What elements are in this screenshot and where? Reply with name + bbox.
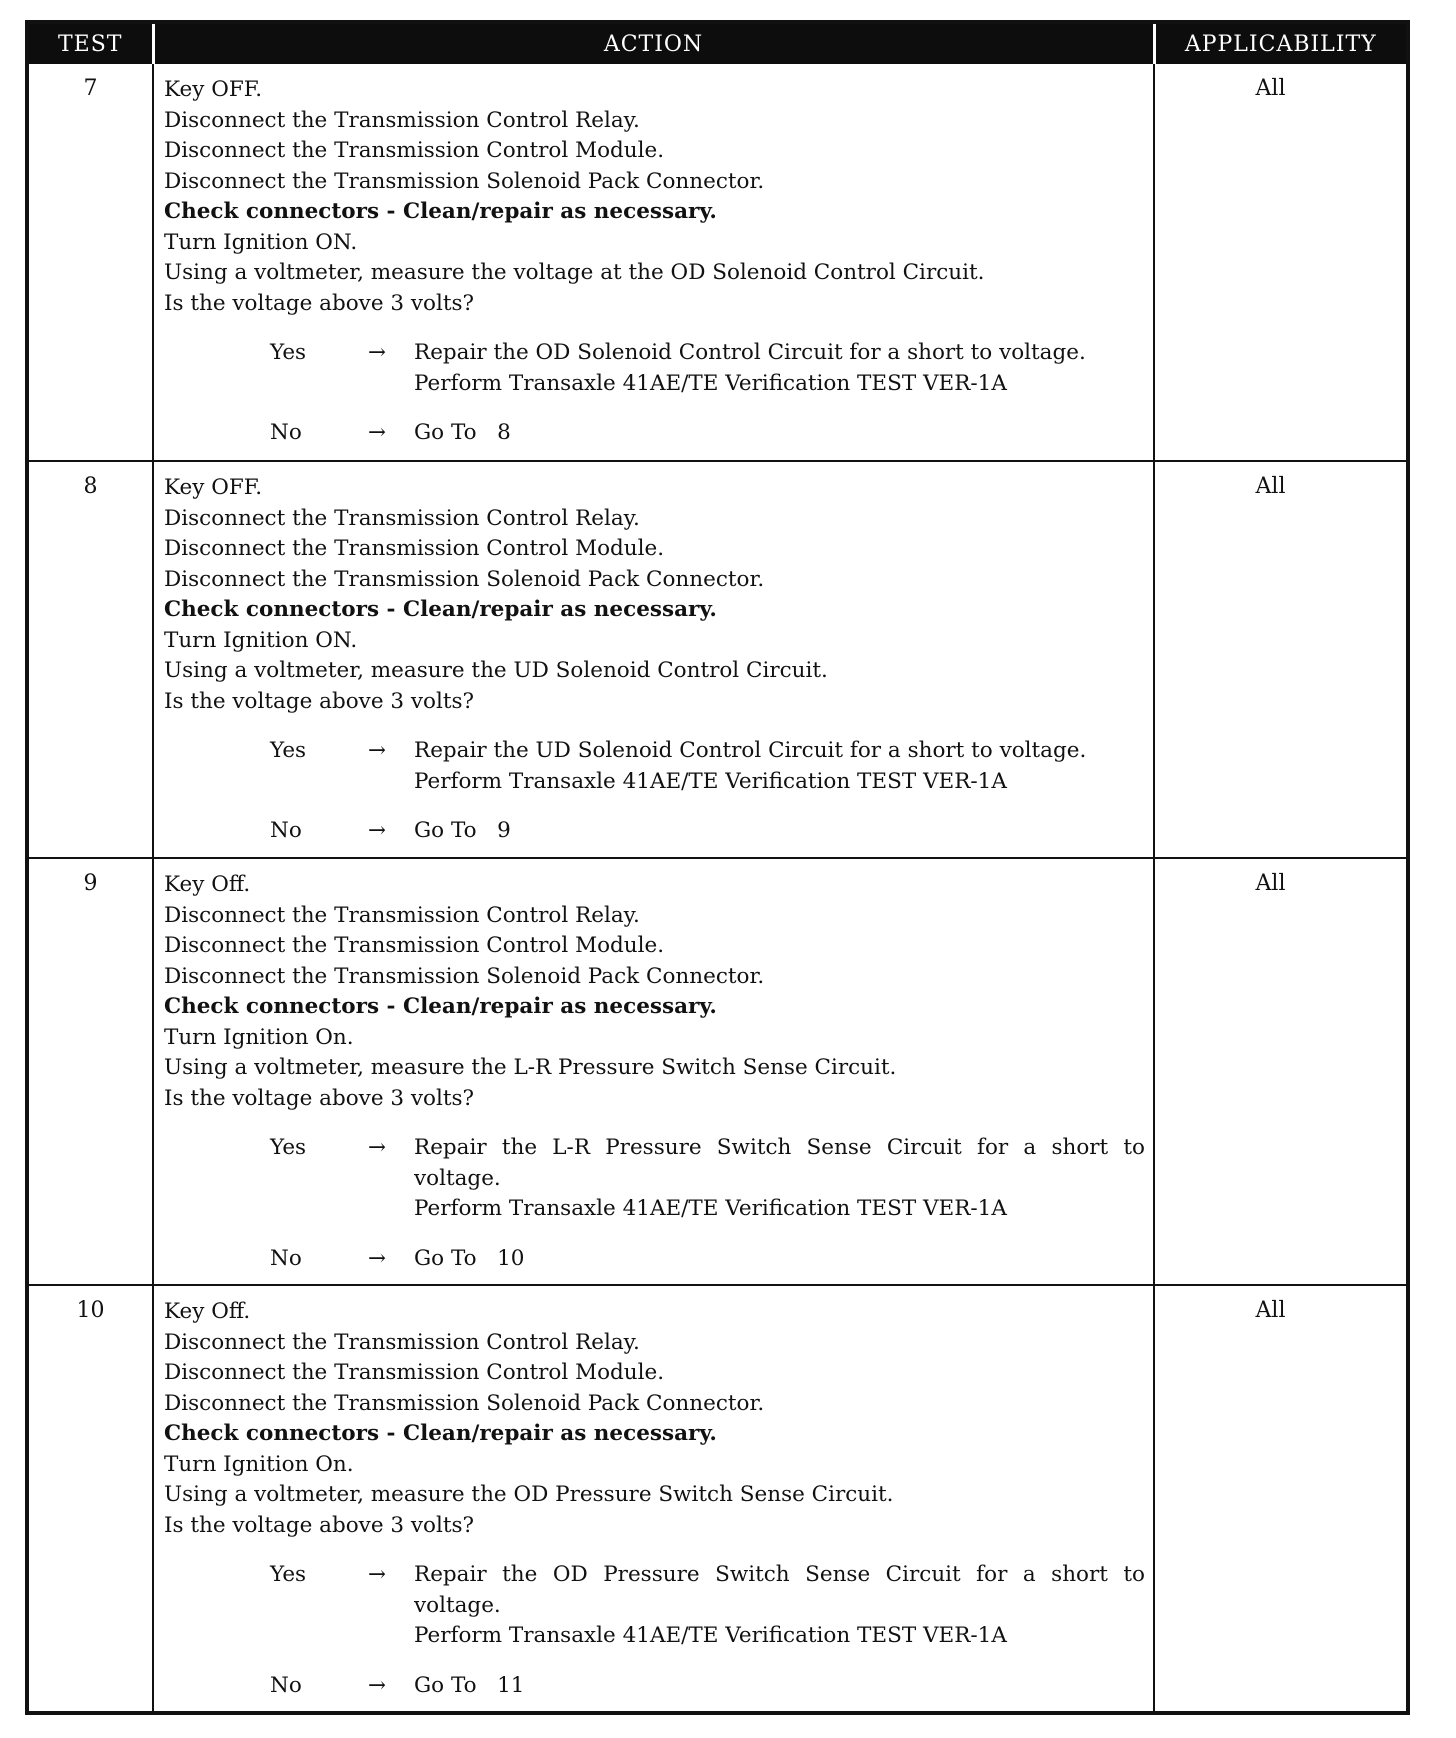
no-label: No [270, 818, 302, 843]
yes-result-line: voltage. [414, 1592, 501, 1618]
action-step: Using a voltmeter, measure the UD Solenoid Control Circuit. [164, 658, 828, 683]
no-label: No [270, 420, 302, 445]
no-branch [270, 1244, 1145, 1275]
action-step: Turn Ignition On. [164, 1024, 354, 1050]
action-step: Key OFF. [164, 77, 263, 102]
test-applicability: All [1154, 64, 1406, 461]
test-number: 7 [83, 76, 98, 101]
yes-result-line: voltage. [414, 1165, 501, 1191]
table-row [29, 858, 1406, 1285]
action-step: Disconnect the Transmission Solenoid Pack Connector. [164, 1390, 765, 1416]
check-connectors-step: Check connectors - Clean/repair as necessary. [164, 994, 717, 1019]
header-action: ACTION [153, 24, 1154, 64]
action-step: Is the voltage above 3 volts? [164, 688, 475, 714]
yes-branch [270, 338, 1145, 399]
right-arrow-icon: → [368, 1135, 387, 1160]
check-connectors-step: Check connectors - Clean/repair as necessary. [164, 1421, 717, 1446]
action-step: Using a voltmeter, measure the L-R Pressure Switch Sense Circuit. [164, 1055, 897, 1080]
check-connectors-step: Check connectors - Clean/repair as necessary. [164, 199, 717, 224]
yes-result-line: Perform Transaxle 41AE/TE Verification TEST VER-1A [414, 768, 1007, 794]
yes-result [414, 1560, 1145, 1652]
right-arrow-icon: → [368, 340, 387, 365]
yes-label: Yes [270, 340, 307, 365]
no-label: No [270, 1245, 302, 1271]
diagnostic-test-table [29, 24, 1406, 1713]
action-step: Is the voltage above 3 volts? [164, 290, 475, 316]
yes-result-line: Perform Transaxle 41AE/TE Verification TEST VER-1A [414, 370, 1007, 396]
table-row [29, 461, 1406, 858]
action-step: Disconnect the Transmission Solenoid Pack Connector. [164, 963, 765, 989]
yes-result-line: Repair the OD Solenoid Control Circuit for a short to voltage. [414, 340, 1086, 365]
right-arrow-icon: → [368, 818, 387, 843]
test-applicability: All [1154, 858, 1406, 1285]
action-step: Is the voltage above 3 volts? [164, 1085, 475, 1111]
yes-label: Yes [270, 738, 307, 763]
test-number: 10 [29, 1285, 153, 1713]
action-step: Disconnect the Transmission Control Module. [164, 536, 665, 561]
test-action [153, 461, 1154, 858]
right-arrow-icon: → [368, 1672, 387, 1698]
no-branch [270, 1671, 1145, 1702]
action-step: Turn Ignition ON. [164, 229, 358, 255]
test-action [153, 1285, 1154, 1713]
yes-result [414, 736, 1145, 797]
yes-result-line: Repair the L-R Pressure Switch Sense Circuit for a short to [414, 1135, 1145, 1160]
header-applicability: APPLICABILITY [1154, 24, 1406, 64]
action-step: Turn Ignition ON. [164, 627, 358, 653]
no-branch [270, 816, 1145, 847]
action-step: Key Off. [164, 1299, 251, 1324]
action-step: Disconnect the Transmission Solenoid Pack Connector. [164, 168, 765, 194]
right-arrow-icon: → [368, 738, 387, 763]
action-step: Key Off. [164, 872, 251, 897]
header-test: TEST [29, 24, 153, 64]
action-step: Disconnect the Transmission Control Relay. [164, 1329, 640, 1355]
table-header [29, 24, 1406, 64]
test-action [153, 64, 1154, 461]
yes-result [414, 338, 1145, 399]
right-arrow-icon: → [368, 1562, 387, 1587]
test-number: 9 [29, 858, 153, 1285]
right-arrow-icon: → [368, 1245, 387, 1271]
no-branch [270, 418, 1145, 449]
action-step: Disconnect the Transmission Control Relay. [164, 505, 640, 531]
yes-result-line: Repair the UD Solenoid Control Circuit for a short to voltage. [414, 738, 1087, 763]
yes-branch [270, 736, 1145, 797]
yes-branch [270, 1133, 1145, 1225]
test-action [153, 858, 1154, 1285]
diagnostic-procedure-page [25, 20, 1410, 1715]
no-label: No [270, 1672, 302, 1698]
yes-result-line: Perform Transaxle 41AE/TE Verification TEST VER-1A [414, 1196, 1007, 1221]
yes-result-line: Perform Transaxle 41AE/TE Verification TEST VER-1A [414, 1623, 1007, 1648]
action-step: Disconnect the Transmission Control Relay. [164, 107, 640, 133]
table-body [29, 64, 1406, 1713]
action-step: Turn Ignition On. [164, 1451, 354, 1477]
yes-label: Yes [270, 1135, 307, 1160]
right-arrow-icon: → [368, 420, 387, 445]
test-applicability: All [1154, 1285, 1406, 1713]
action-step: Disconnect the Transmission Control Module. [164, 1360, 665, 1385]
action-step: Using a voltmeter, measure the voltage at the OD Solenoid Control Circuit. [164, 260, 985, 285]
yes-label: Yes [270, 1562, 307, 1587]
check-connectors-step: Check connectors - Clean/repair as necessary. [164, 597, 717, 622]
action-step: Disconnect the Transmission Control Module. [164, 933, 665, 958]
action-step: Using a voltmeter, measure the OD Pressure Switch Sense Circuit. [164, 1482, 894, 1507]
action-step: Disconnect the Transmission Control Module. [164, 138, 665, 163]
action-step: Is the voltage above 3 volts? [164, 1512, 475, 1538]
test-applicability: All [1154, 461, 1406, 858]
table-row [29, 1285, 1406, 1713]
yes-result [414, 1133, 1145, 1225]
no-result-goto: Go To 10 [414, 1245, 525, 1271]
yes-result-line: Repair the OD Pressure Switch Sense Circuit for a short to [414, 1562, 1145, 1587]
action-step: Disconnect the Transmission Solenoid Pack Connector. [164, 566, 765, 592]
yes-branch [270, 1560, 1145, 1652]
action-step: Key OFF. [164, 475, 263, 500]
action-step: Disconnect the Transmission Control Relay. [164, 902, 640, 928]
no-result-goto: Go To 9 [414, 818, 511, 843]
no-result-goto: Go To 11 [414, 1672, 525, 1698]
table-row [29, 64, 1406, 461]
test-number: 8 [29, 461, 153, 858]
no-result-goto: Go To 8 [414, 420, 511, 445]
